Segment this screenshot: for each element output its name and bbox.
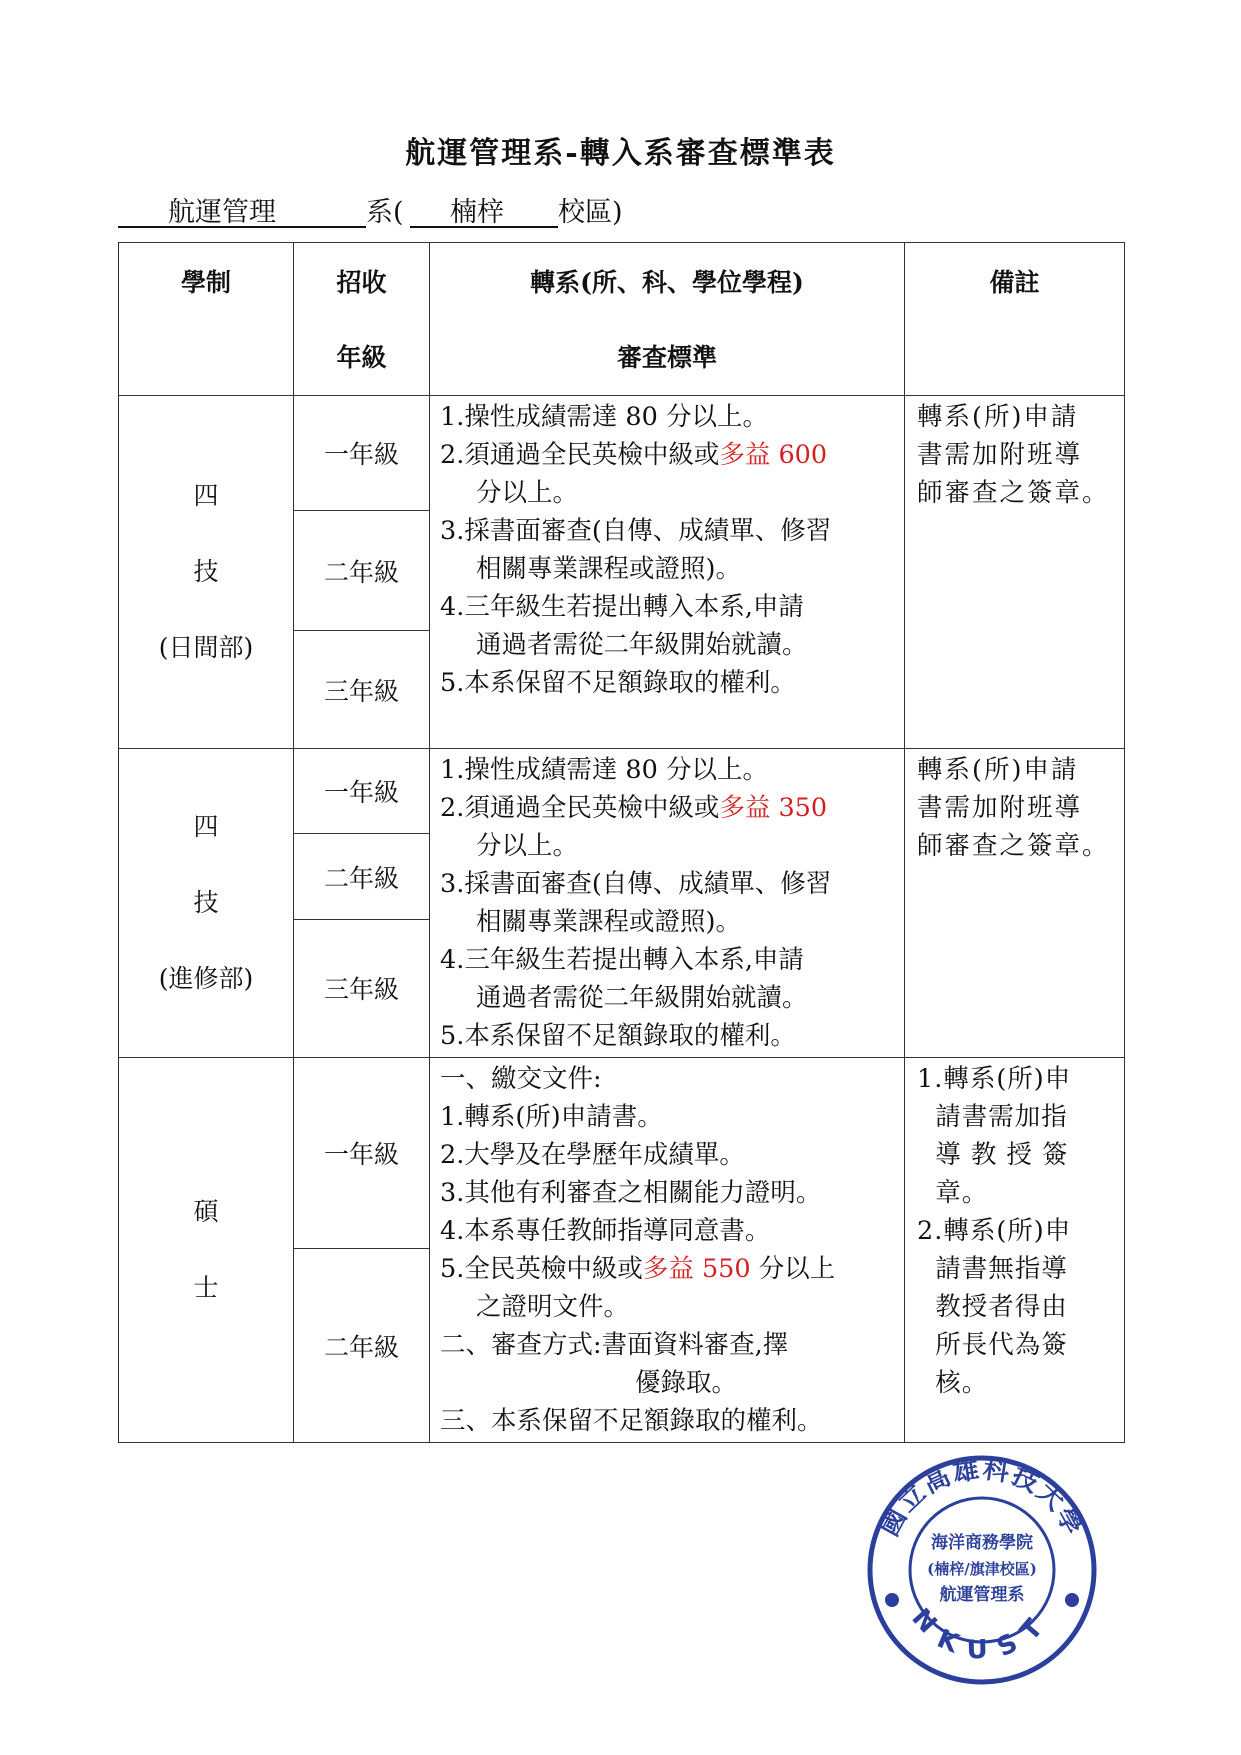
grade-cell: 二年級	[294, 834, 430, 919]
note-cell-master: 1.轉系(所)申 請書需加指 導 教 授 簽 章。 2.轉系(所)申 請書無指導 教授者得由 所長代為簽 核。	[905, 1058, 1125, 1443]
grade-cell: 三年級	[294, 919, 430, 1057]
svg-text:NKUST	[906, 1603, 1059, 1665]
note-cell-night: 轉系(所)申請 書需加附班導 師審查之簽章。	[905, 749, 1125, 1058]
criteria-cell-night: 1.操性成績需達 80 分以上。 2.須通過全民英檢中級或多益 350 分以上。 3.採書面審查(自傳、成績單、修習 相關專業課程或證照)。 4.三年級生若提出轉入本系,申請 通過者需從二年級開始就讀。 5.本系保留不足額錄取的權利。	[430, 749, 905, 1058]
campus-suffix: 校區)	[558, 197, 623, 228]
dept-suffix: 系(	[366, 197, 404, 228]
criteria-cell-master: 一、繳交文件: 1.轉系(所)申請書。 2.大學及在學歷年成績單。 3.其他有利審查之相關能力證明。 4.本系專任教師指導同意書。 5.全民英檢中級或多益 550 分以上 之證明文件。 二、審查方式:書面資料審查,擇 優錄取。 三、本系保留不足額錄取的權利。	[430, 1058, 905, 1443]
stamp-line-2: (楠梓/旗津校區)	[927, 1560, 1037, 1578]
department-seal-stamp	[862, 1450, 1102, 1690]
grade-cell: 三年級	[294, 631, 430, 749]
note-cell-day: 轉系(所)申請 書需加附班導 師審查之簽章。	[905, 396, 1125, 749]
grade-cell: 二年級	[294, 511, 430, 631]
grade-cell: 二年級	[294, 1249, 430, 1443]
stamp-line-1: 海洋商務學院	[931, 1533, 1033, 1553]
header-grade: 招收 年級	[294, 243, 430, 396]
header-criteria: 轉系(所、科、學位學程) 審查標準	[430, 243, 905, 396]
header-system: 學制	[119, 243, 294, 396]
campus-name: 楠梓	[450, 197, 504, 228]
table-row	[119, 396, 1125, 511]
grade-cell: 一年級	[294, 749, 430, 834]
header-row	[119, 243, 1125, 396]
system-cell-master: 碩 士	[119, 1058, 294, 1443]
stamp-line-3: 航運管理系	[939, 1585, 1025, 1605]
page-title: 航運管理系-轉入系審查標準表	[405, 136, 836, 171]
criteria-table	[118, 242, 1125, 1443]
dept-name: 航運管理	[168, 197, 276, 228]
grade-cell: 一年級	[294, 396, 430, 511]
grade-cell: 一年級	[294, 1058, 430, 1249]
system-cell-night: 四 技 (進修部)	[119, 749, 294, 1058]
toeic-score: 多益 350	[719, 793, 828, 823]
toeic-score: 多益 550	[642, 1254, 751, 1284]
toeic-score: 多益 600	[719, 440, 828, 470]
stamp-ring-top: 國立高雄科技大學	[874, 1454, 1090, 1542]
table-row	[119, 749, 1125, 834]
header-note: 備註	[905, 243, 1125, 396]
stamp-ring-bottom: NKUST	[905, 1603, 1059, 1666]
system-cell-day: 四 技 (日間部)	[119, 396, 294, 749]
table-row	[119, 1058, 1125, 1249]
criteria-cell-day: 1.操性成績需達 80 分以上。 2.須通過全民英檢中級或多益 600 分以上。 3.採書面審查(自傳、成績單、修習 相關專業課程或證照)。 4.三年級生若提出轉入本系,申請 通過者需從二年級開始就讀。 5.本系保留不足額錄取的權利。	[430, 396, 905, 749]
